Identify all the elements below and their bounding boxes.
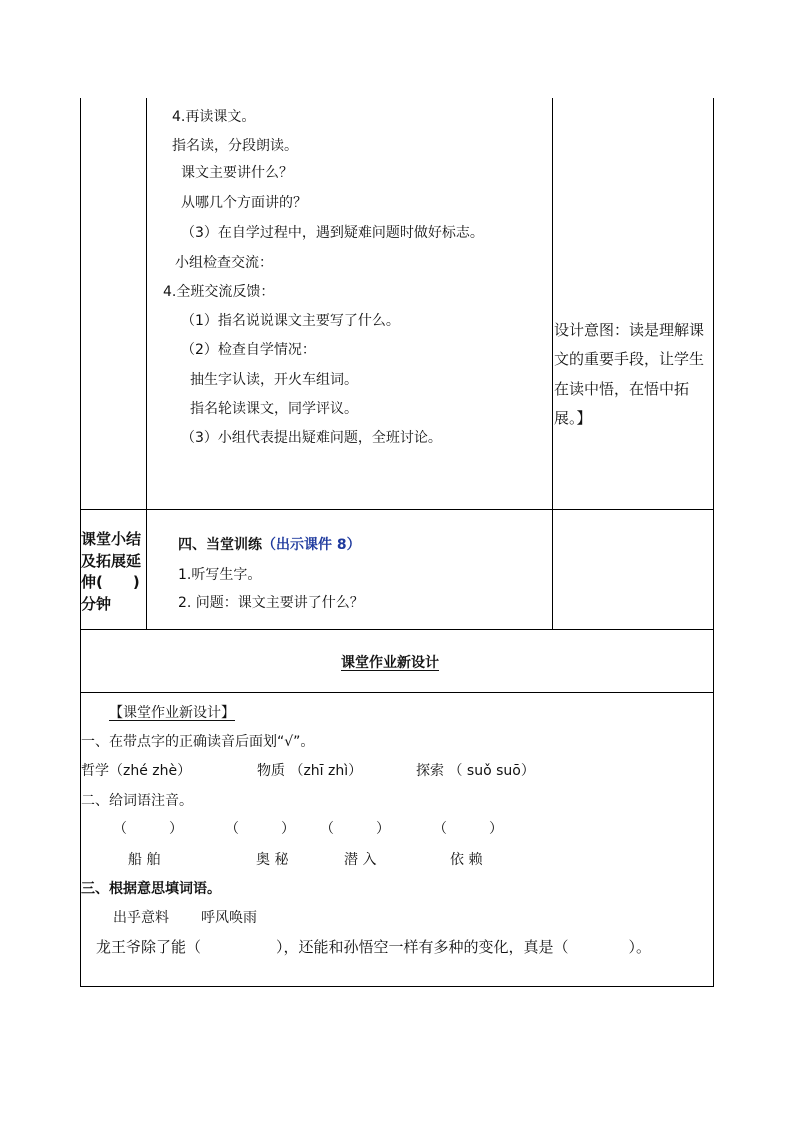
training-heading-note: （出示课件 8） <box>262 537 361 553</box>
training-heading-row <box>178 536 361 554</box>
col-divider-2 <box>552 98 553 630</box>
q2-word-qianru: 潜 入 <box>344 852 377 868</box>
step-word-chain: 抽生字认读，开火车组词。 <box>190 372 358 388</box>
step-class-feedback: 4.全班交流反馈： <box>163 284 275 300</box>
summary-label-line-2: 及拓展延 <box>81 552 142 570</box>
summary-label-line-4: 分钟 <box>81 595 112 613</box>
q2-word-chuanbo: 船 舶 <box>128 852 161 868</box>
col-divider-1 <box>146 98 147 630</box>
q3-sentence: 龙王爷除了能（ ），还能和孙悟空一样有多种的变化，真是（ ）。 <box>96 938 652 956</box>
step-check-self-study: （2）检查自学情况： <box>181 342 316 358</box>
q1-item-zhexue: 哲学（zhé zhè） <box>81 763 192 779</box>
table-bottom-border <box>80 986 714 987</box>
q2-blank-3: （ ） <box>320 821 390 837</box>
q2-blank-1: （ ） <box>113 821 183 837</box>
q3-word-1: 出乎意料 <box>113 910 169 926</box>
training-item-question: 2. 问题：课文主要讲了什么？ <box>178 595 364 611</box>
q1-item-wuzhi: 物质 （zhī zhì） <box>257 763 363 779</box>
question-2: 二、给词语注音。 <box>81 793 193 809</box>
design-note-line-2: 文的重要手段，让学生 <box>554 350 705 368</box>
summary-label-line-3: 伸( ) <box>81 573 140 591</box>
step-rotate-reading: 指名轮读课文，同学评议。 <box>190 401 358 417</box>
step-question-main: 课文主要讲什么？ <box>181 165 293 181</box>
q2-blank-2: （ ） <box>225 821 295 837</box>
training-item-dictation: 1.听写生字。 <box>178 567 262 583</box>
step-mark-doubts: （3）在自学过程中，遇到疑难问题时做好标志。 <box>181 225 484 241</box>
q3-word-2: 呼风唤雨 <box>201 910 257 926</box>
q2-blank-4: （ ） <box>433 821 503 837</box>
question-1: 一、在带点字的正确读音后面划“√”。 <box>81 734 315 750</box>
q1-item-tansuo: 探索 （ suǒ suō） <box>416 763 535 779</box>
q2-word-aomi: 奥 秘 <box>256 852 289 868</box>
row-divider-1 <box>80 509 714 510</box>
row-divider-2 <box>80 629 714 630</box>
step-group-check: 小组检查交流： <box>175 255 273 271</box>
step-question-aspects: 从哪几个方面讲的？ <box>181 195 307 211</box>
step-group-discussion: （3）小组代表提出疑难问题，全班讨论。 <box>181 430 442 446</box>
table-right-border <box>713 98 714 987</box>
question-3: 三、根据意思填词语。 <box>81 881 221 897</box>
step-summarize: （1）指名说说课文主要写了什么。 <box>181 313 400 329</box>
step-reread: 4.再读课文。 <box>172 109 256 125</box>
homework-sub-title: 【课堂作业新设计】 <box>109 705 235 721</box>
design-note-line-4: 展。】 <box>554 409 592 427</box>
step-named-reading: 指名读，分段朗读。 <box>172 138 298 154</box>
design-note-line-3: 在读中悟，在悟中拓 <box>554 380 690 398</box>
design-note-line-1: 设计意图：读是理解课 <box>554 321 705 339</box>
summary-label-line-1: 课堂小结 <box>81 530 142 548</box>
training-heading: 四、当堂训练 <box>178 537 262 553</box>
q2-word-yilai: 依 赖 <box>450 852 483 868</box>
row-divider-3 <box>80 692 714 693</box>
homework-title: 课堂作业新设计 <box>341 655 439 671</box>
